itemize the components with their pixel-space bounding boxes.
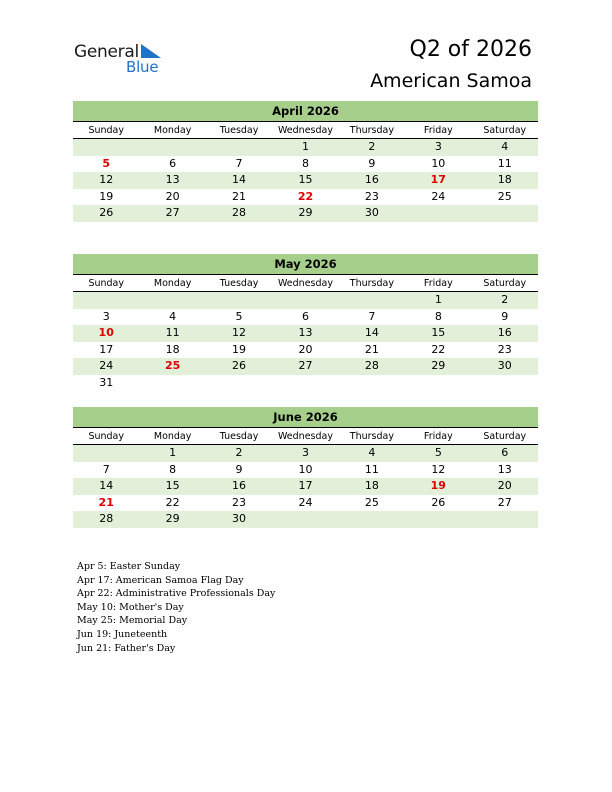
day-cell: 23 bbox=[232, 495, 247, 509]
day-cell: 6 bbox=[169, 156, 177, 170]
weekday-label: Tuesday bbox=[219, 125, 259, 136]
weekday-label: Sunday bbox=[88, 125, 124, 136]
week-row bbox=[73, 511, 538, 528]
day-cell: 11 bbox=[364, 462, 379, 476]
week-row bbox=[73, 375, 538, 392]
day-cell bbox=[472, 511, 538, 528]
day-cell: 16 bbox=[497, 326, 512, 339]
day-cell: 7 bbox=[368, 309, 376, 323]
day-cell: 2 bbox=[235, 446, 243, 459]
weekday-header-row bbox=[73, 275, 538, 292]
week-row bbox=[73, 358, 538, 375]
day-cell: 12 bbox=[232, 326, 247, 339]
day-cell: 12 bbox=[99, 173, 114, 186]
holiday-day-cell: 21 bbox=[98, 495, 114, 509]
day-cell: 30 bbox=[364, 206, 379, 219]
day-cell: 7 bbox=[235, 156, 243, 170]
day-cell: 2 bbox=[501, 293, 509, 306]
weekday-label: Thursday bbox=[349, 278, 394, 289]
day-cell: 26 bbox=[431, 495, 446, 509]
logo-text-general: General bbox=[74, 42, 139, 62]
day-cell: 16 bbox=[232, 479, 247, 492]
day-cell: 19 bbox=[232, 342, 247, 356]
weekday-label: Friday bbox=[423, 431, 453, 442]
day-cell: 18 bbox=[364, 479, 379, 492]
day-cell bbox=[206, 139, 272, 156]
day-cell: 23 bbox=[364, 189, 379, 203]
month-calendar bbox=[73, 254, 538, 391]
day-cell: 30 bbox=[497, 359, 512, 372]
day-cell bbox=[206, 292, 272, 309]
day-cell: 3 bbox=[301, 446, 309, 459]
weekday-label: Monday bbox=[153, 125, 192, 136]
weekday-label: Saturday bbox=[483, 125, 527, 136]
weekday-label: Sunday bbox=[88, 431, 124, 442]
day-cell bbox=[272, 375, 338, 392]
week-row bbox=[73, 309, 538, 326]
day-cell: 9 bbox=[235, 462, 243, 476]
day-cell: 20 bbox=[165, 189, 180, 203]
day-cell: 26 bbox=[99, 206, 114, 219]
day-cell: 8 bbox=[169, 462, 177, 476]
day-cell: 20 bbox=[298, 342, 313, 356]
day-cell: 24 bbox=[298, 495, 313, 509]
day-cell: 13 bbox=[165, 173, 180, 186]
day-cell: 6 bbox=[501, 446, 509, 459]
day-cell: 22 bbox=[165, 495, 180, 509]
holiday-day-cell: 5 bbox=[102, 156, 111, 170]
week-row bbox=[73, 205, 538, 222]
holiday-note: Apr 17: American Samoa Flag Day bbox=[77, 574, 244, 586]
day-cell: 13 bbox=[298, 326, 313, 339]
weekday-label: Tuesday bbox=[219, 278, 259, 289]
day-cell: 21 bbox=[232, 189, 247, 203]
weekday-label: Monday bbox=[153, 278, 192, 289]
week-row bbox=[73, 292, 538, 309]
day-cell: 29 bbox=[431, 359, 446, 372]
day-cell: 11 bbox=[497, 156, 512, 170]
day-cell bbox=[272, 511, 338, 528]
page-subtitle: American Samoa bbox=[370, 70, 532, 92]
day-cell: 15 bbox=[431, 326, 446, 339]
holiday-day-cell: 25 bbox=[164, 359, 181, 372]
day-cell: 25 bbox=[364, 495, 379, 509]
weekday-header-row bbox=[73, 122, 538, 139]
weekday-label: Wednesday bbox=[277, 431, 333, 442]
day-cell: 5 bbox=[235, 309, 243, 323]
day-cell: 1 bbox=[434, 293, 442, 306]
day-cell: 8 bbox=[434, 309, 442, 323]
week-row bbox=[73, 156, 538, 173]
day-cell: 5 bbox=[434, 446, 442, 459]
day-cell bbox=[472, 375, 538, 392]
holiday-day-cell: 22 bbox=[297, 189, 314, 203]
day-cell: 8 bbox=[301, 156, 309, 170]
day-cell: 18 bbox=[165, 342, 180, 356]
day-cell bbox=[139, 375, 205, 392]
weekday-label: Wednesday bbox=[277, 125, 333, 136]
week-row bbox=[73, 462, 538, 479]
day-cell bbox=[405, 511, 471, 528]
holiday-day-cell: 17 bbox=[430, 173, 446, 186]
day-cell: 31 bbox=[99, 375, 114, 389]
page-title: Q2 of 2026 bbox=[409, 37, 532, 62]
day-cell bbox=[405, 375, 471, 392]
day-cell bbox=[73, 445, 139, 462]
day-cell: 4 bbox=[368, 446, 376, 459]
day-cell: 2 bbox=[368, 140, 376, 153]
day-cell: 10 bbox=[431, 156, 446, 170]
holiday-note: Apr 22: Administrative Professionals Day bbox=[77, 588, 276, 600]
day-cell: 27 bbox=[165, 206, 180, 219]
day-cell: 29 bbox=[165, 512, 180, 525]
day-cell bbox=[139, 292, 205, 309]
weekday-label: Tuesday bbox=[219, 431, 259, 442]
day-cell: 30 bbox=[232, 512, 247, 525]
week-row bbox=[73, 495, 538, 512]
weekday-label: Friday bbox=[423, 278, 453, 289]
day-cell: 16 bbox=[364, 173, 379, 186]
day-cell: 19 bbox=[99, 189, 114, 203]
day-cell: 29 bbox=[298, 206, 313, 219]
logo-text-blue: Blue bbox=[126, 58, 159, 76]
day-cell: 22 bbox=[431, 342, 446, 356]
day-cell: 27 bbox=[497, 495, 512, 509]
day-cell: 12 bbox=[431, 462, 446, 476]
week-row bbox=[73, 325, 538, 342]
weekday-label: Saturday bbox=[483, 431, 527, 442]
month-calendar bbox=[73, 101, 538, 222]
day-cell bbox=[339, 292, 405, 309]
day-cell: 1 bbox=[169, 446, 177, 459]
day-cell bbox=[472, 205, 538, 222]
day-cell: 18 bbox=[497, 173, 512, 186]
weekday-label: Wednesday bbox=[277, 278, 333, 289]
holiday-day-cell: 19 bbox=[430, 479, 446, 492]
day-cell: 13 bbox=[497, 462, 512, 476]
holiday-note: Apr 5: Easter Sunday bbox=[77, 561, 181, 572]
day-cell: 11 bbox=[165, 326, 180, 339]
weekday-header-row bbox=[73, 428, 538, 445]
week-row bbox=[73, 342, 538, 359]
day-cell: 27 bbox=[298, 359, 313, 372]
month-title: May 2026 bbox=[73, 254, 538, 275]
day-cell: 1 bbox=[301, 140, 309, 153]
holiday-notes bbox=[77, 560, 275, 655]
day-cell: 26 bbox=[232, 359, 247, 372]
day-cell bbox=[73, 139, 139, 156]
day-cell bbox=[405, 205, 471, 222]
month-calendar bbox=[73, 407, 538, 528]
day-cell: 23 bbox=[497, 342, 512, 356]
weekday-label: Sunday bbox=[88, 278, 124, 289]
holiday-note: May 10: Mother's Day bbox=[77, 601, 184, 613]
day-cell: 15 bbox=[298, 173, 313, 186]
day-cell: 21 bbox=[364, 342, 379, 356]
weekday-label: Thursday bbox=[349, 125, 394, 136]
holiday-note: May 25: Memorial Day bbox=[77, 615, 188, 627]
day-cell: 7 bbox=[102, 462, 110, 476]
day-cell: 4 bbox=[169, 309, 177, 323]
day-cell: 15 bbox=[165, 479, 180, 492]
day-cell: 9 bbox=[501, 309, 509, 323]
day-cell: 20 bbox=[497, 479, 512, 492]
holiday-day-cell: 10 bbox=[98, 326, 114, 339]
day-cell bbox=[206, 375, 272, 392]
day-cell: 3 bbox=[102, 309, 110, 323]
day-cell: 3 bbox=[434, 140, 442, 153]
week-row bbox=[73, 189, 538, 206]
week-row bbox=[73, 172, 538, 189]
week-row bbox=[73, 445, 538, 462]
day-cell: 14 bbox=[364, 326, 379, 339]
day-cell: 10 bbox=[298, 462, 313, 476]
month-title: April 2026 bbox=[73, 101, 538, 122]
day-cell: 28 bbox=[99, 512, 114, 525]
day-cell: 28 bbox=[232, 206, 247, 219]
day-cell: 17 bbox=[298, 479, 313, 492]
day-cell bbox=[339, 511, 405, 528]
weekday-label: Friday bbox=[423, 125, 453, 136]
day-cell: 14 bbox=[232, 173, 247, 186]
day-cell: 14 bbox=[99, 479, 114, 492]
day-cell bbox=[139, 139, 205, 156]
day-cell: 28 bbox=[364, 359, 379, 372]
week-row bbox=[73, 139, 538, 156]
week-row bbox=[73, 478, 538, 495]
day-cell: 9 bbox=[368, 156, 376, 170]
day-cell: 25 bbox=[497, 189, 512, 203]
day-cell: 6 bbox=[301, 309, 309, 323]
day-cell: 4 bbox=[501, 140, 509, 153]
holiday-note: Jun 21: Father's Day bbox=[77, 642, 176, 654]
weekday-label: Saturday bbox=[483, 278, 527, 289]
day-cell: 17 bbox=[99, 342, 114, 356]
day-cell bbox=[339, 375, 405, 392]
month-title: June 2026 bbox=[73, 407, 538, 428]
day-cell bbox=[73, 292, 139, 309]
generalblue-logo bbox=[74, 42, 174, 78]
day-cell: 24 bbox=[431, 189, 446, 203]
weekday-label: Monday bbox=[153, 431, 192, 442]
day-cell bbox=[272, 292, 338, 309]
weekday-label: Thursday bbox=[349, 431, 394, 442]
day-cell: 24 bbox=[99, 359, 114, 372]
holiday-note: Jun 19: Juneteenth bbox=[77, 628, 168, 640]
